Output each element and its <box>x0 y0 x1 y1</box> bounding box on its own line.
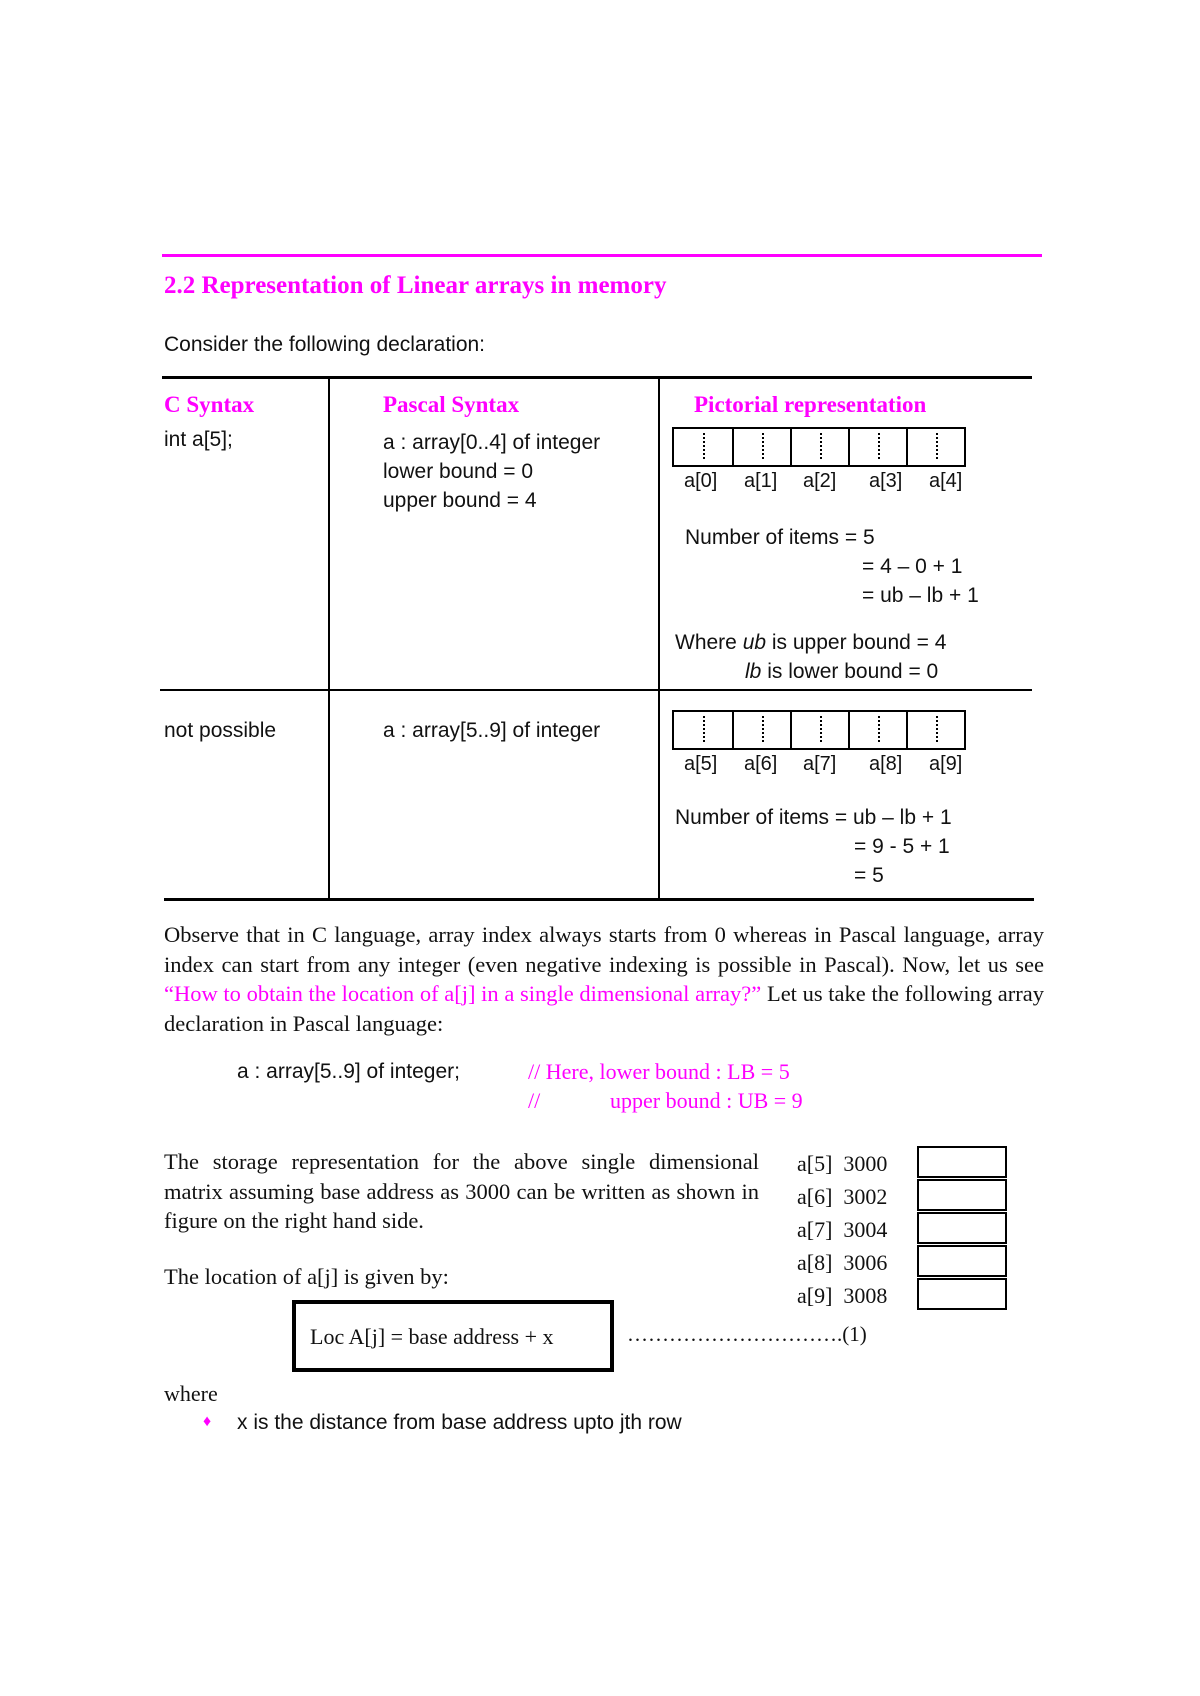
header-pascal-syntax: Pascal Syntax <box>383 392 520 417</box>
row1-where-ub: Where ub is upper bound = 4 <box>675 631 947 654</box>
formula-text: Loc A[j] = base address + x <box>310 1324 554 1349</box>
row1-pascal-syntax: a : array[0..4] of integer lower bound = 0 upper bound = 4 <box>383 431 601 512</box>
header-pictorial: Pictorial representation <box>694 392 927 417</box>
index-label: a[0] <box>684 470 718 492</box>
location-intro: The location of a[j] is given by: <box>164 1264 449 1289</box>
memory-cell <box>917 1278 1007 1310</box>
memory-cell <box>917 1245 1007 1277</box>
index-label: a[6] <box>744 753 778 775</box>
array-cell <box>790 712 848 748</box>
section-title: 2.2 Representation of Linear arrays in memory <box>164 272 667 299</box>
declaration-comment-slashes: // <box>528 1088 541 1113</box>
index-label: a[8] <box>869 753 903 775</box>
row2-items-calc: = 9 - 5 + 1 <box>854 835 950 858</box>
memory-label: a[8] 3006 <box>797 1250 888 1275</box>
top-rule <box>162 254 1042 257</box>
row1-items-count: Number of items = 5 <box>685 526 875 549</box>
memory-cell <box>917 1179 1007 1211</box>
index-label: a[2] <box>803 470 837 492</box>
where-label: where <box>164 1381 218 1406</box>
table-top-border <box>162 376 1032 379</box>
array-cell <box>732 429 790 465</box>
memory-cell <box>917 1212 1007 1244</box>
array-cell <box>848 429 906 465</box>
diamond-bullet-icon: ♦ <box>203 1413 212 1430</box>
intro-text: Consider the following declaration: <box>164 333 486 356</box>
array-cell <box>906 712 964 748</box>
table-row-divider <box>160 689 1032 691</box>
row1-where-lb: lb is lower bound = 0 <box>745 660 939 683</box>
array-cell <box>906 429 964 465</box>
memory-label: a[6] 3002 <box>797 1184 888 1209</box>
row2-items-result: = 5 <box>854 864 884 887</box>
memory-label: a[9] 3008 <box>797 1283 888 1308</box>
index-label: a[1] <box>744 470 778 492</box>
storage-paragraph: The storage representation for the above single dimensional matrix assuming base address as 3000 can be written as shown in figure on the right hand side. <box>164 1149 759 1233</box>
array-cell <box>732 712 790 748</box>
row1-array-cells <box>672 427 966 467</box>
index-label: a[3] <box>869 470 903 492</box>
formula-box <box>292 1300 614 1372</box>
observation-paragraph: Observe that in C language, array index always starts from 0 whereas in Pascal language, array index can start from any integer (even negative indexing is possible in Pascal). Now, let us see “How to obtain the location of a[j] in a single dimensional array?” Let us take the following array declaration in Pascal language: <box>164 922 1044 1036</box>
header-c-syntax: C Syntax <box>164 392 255 417</box>
array-cell <box>674 712 732 748</box>
row2-pascal-syntax: a : array[5..9] of integer <box>383 719 601 742</box>
where-item: x is the distance from base address upto jth row <box>237 1411 682 1434</box>
formula-number: ………………………….(1) <box>627 1322 867 1346</box>
index-label: a[7] <box>803 753 837 775</box>
row2-items-formula: Number of items = ub – lb + 1 <box>675 806 952 829</box>
table-bottom-border <box>164 898 1034 901</box>
row2-c-syntax: not possible <box>164 719 277 742</box>
table-divider-1 <box>328 376 330 900</box>
row1-items-calc: = 4 – 0 + 1 <box>862 555 963 578</box>
index-label: a[9] <box>929 753 963 775</box>
index-label: a[4] <box>929 470 963 492</box>
array-cell <box>674 429 732 465</box>
array-cell <box>848 712 906 748</box>
declaration-comment-lb: // Here, lower bound : LB = 5 <box>528 1059 790 1084</box>
memory-label: a[5] 3000 <box>797 1151 888 1176</box>
row1-items-formula: = ub – lb + 1 <box>862 584 979 607</box>
memory-label: a[7] 3004 <box>797 1217 888 1242</box>
index-label: a[5] <box>684 753 718 775</box>
row2-array-cells <box>672 710 966 750</box>
array-cell <box>790 429 848 465</box>
row1-c-syntax: int a[5]; <box>164 428 233 451</box>
declaration-comment-ub: upper bound : UB = 9 <box>610 1088 803 1113</box>
table-divider-2 <box>658 376 660 900</box>
memory-cell <box>917 1146 1007 1178</box>
pascal-declaration: a : array[5..9] of integer; <box>237 1060 460 1083</box>
